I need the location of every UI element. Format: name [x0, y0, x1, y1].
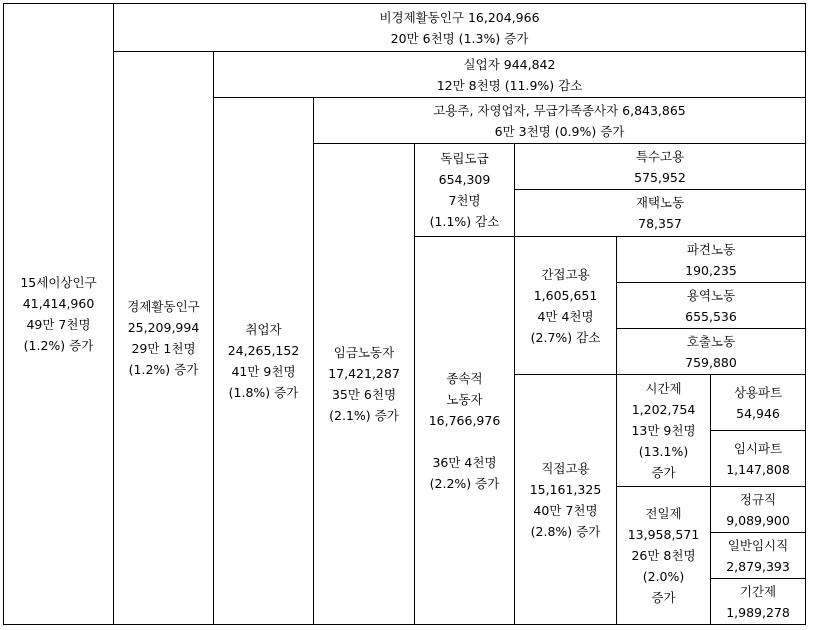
homework-label: 재택노동	[635, 195, 685, 210]
regpart-value: 54,946	[736, 405, 780, 421]
wage-pct: (2.1%) 증가	[329, 408, 399, 423]
subordinate-label-1: 종속적	[446, 370, 483, 386]
pop15-value: 41,414,960	[22, 296, 95, 311]
active-change: 29만 1천명	[131, 341, 196, 356]
contractor-change: 7천명	[448, 193, 481, 208]
node-homework	[514, 189, 806, 237]
node-contractor	[414, 143, 515, 237]
dispatch-value: 190,235	[685, 262, 737, 278]
node-oncall	[616, 328, 806, 375]
special-label: 특수고용	[635, 148, 685, 164]
subordinate-pct: (2.2%) 증가	[429, 475, 500, 491]
fulltime-value: 13,958,571	[627, 527, 700, 542]
employed-label: 취업자	[245, 322, 282, 337]
node-casual	[710, 532, 806, 579]
node-temppart	[710, 430, 806, 487]
casual-value: 2,879,393	[726, 558, 790, 574]
direct-pct: (2.8%) 증가	[530, 523, 601, 539]
wage-label: 임금노동자	[333, 345, 395, 360]
selfemp-label: 고용주, 자영업자, 무급가족종사자 6,843,865	[433, 102, 686, 118]
node-fulltime	[616, 486, 711, 625]
parttime-dir: 증가	[651, 465, 676, 480]
wage-value: 17,421,287	[328, 366, 400, 381]
fulltime-change: 26만 8천명	[631, 548, 696, 563]
active-label: 경제활동인구	[127, 299, 200, 314]
dispatch-label: 파견노동	[686, 241, 736, 257]
fulltime-pct: (2.0%)	[642, 569, 685, 584]
indirect-change: 4만 4천명	[537, 308, 594, 324]
pop15-change: 49만 7천명	[26, 317, 91, 332]
subordinate-value: 16,766,976	[428, 412, 501, 428]
regular-label: 정규직	[739, 491, 777, 507]
contractor-pct: (1.1%) 감소	[429, 214, 500, 229]
node-regpart	[710, 374, 806, 431]
regular-value: 9,089,900	[726, 512, 790, 528]
direct-value: 15,161,325	[529, 481, 602, 497]
node-subordinate	[414, 236, 515, 625]
node-employed	[213, 97, 314, 625]
node-inactive	[113, 3, 806, 52]
indirect-pct: (2.7%) 감소	[530, 329, 601, 345]
temppart-label: 임시파트	[733, 440, 783, 456]
node-direct	[514, 374, 617, 625]
employed-change: 41만 9천명	[231, 364, 296, 379]
pop15-pct: (1.2%) 증가	[23, 338, 94, 353]
casual-label: 일반임시직	[727, 537, 789, 553]
fulltime-label: 전일제	[645, 506, 682, 521]
fulltime-dir: 증가	[651, 590, 676, 605]
parttime-value: 1,202,754	[631, 402, 696, 417]
node-service	[616, 282, 806, 329]
parttime-change: 13만 9천명	[631, 423, 696, 438]
direct-change: 40만 7천명	[533, 502, 598, 518]
temppart-value: 1,147,808	[726, 461, 790, 477]
node-fixedterm	[710, 578, 806, 625]
parttime-label: 시간제	[645, 381, 682, 396]
node-wage	[313, 143, 415, 625]
subordinate-change: 36만 4천명	[432, 454, 497, 470]
special-value: 575,952	[634, 169, 686, 185]
subordinate-label-2: 노동자	[446, 391, 483, 407]
active-pct: (1.2%) 증가	[128, 362, 199, 377]
indirect-label: 간접고용	[541, 266, 590, 282]
inactive-label: 비경제활동인구 16,204,966	[379, 9, 540, 25]
active-value: 25,209,994	[127, 320, 200, 335]
indirect-value: 1,605,651	[533, 287, 598, 303]
contractor-value: 654,309	[438, 172, 491, 187]
node-unemployed	[213, 51, 806, 98]
service-label: 용역노동	[686, 287, 736, 303]
pop15-label: 15세이상인구	[20, 275, 97, 290]
node-indirect	[514, 236, 617, 375]
node-pop15	[3, 3, 114, 625]
fixedterm-value: 1,989,278	[726, 604, 790, 620]
fixedterm-label: 기간제	[739, 583, 777, 599]
service-value: 655,536	[685, 308, 737, 324]
node-dispatch	[616, 236, 806, 283]
regpart-label: 상용파트	[733, 384, 783, 400]
parttime-pct: (13.1%)	[638, 444, 689, 459]
homework-value: 78,357	[638, 216, 682, 231]
oncall-label: 호출노동	[686, 333, 736, 349]
employed-value: 24,265,152	[227, 343, 300, 358]
direct-label: 직접고용	[541, 460, 590, 476]
contractor-label: 독립도급	[440, 151, 489, 166]
selfemp-change: 6만 3천명 (0.9%) 증가	[494, 123, 625, 139]
wage-change: 35만 6천명	[331, 387, 397, 402]
node-special	[514, 143, 806, 190]
employed-pct: (1.8%) 증가	[228, 385, 299, 400]
node-active	[113, 51, 214, 625]
oncall-value: 759,880	[685, 354, 737, 370]
unemployed-change: 12만 8천명 (11.9%) 감소	[436, 77, 583, 93]
node-parttime	[616, 374, 711, 487]
node-selfemp	[313, 97, 806, 144]
unemployed-label: 실업자 944,842	[463, 56, 556, 72]
node-regular	[710, 486, 806, 533]
inactive-change: 20만 6천명 (1.3%) 증가	[390, 30, 529, 46]
